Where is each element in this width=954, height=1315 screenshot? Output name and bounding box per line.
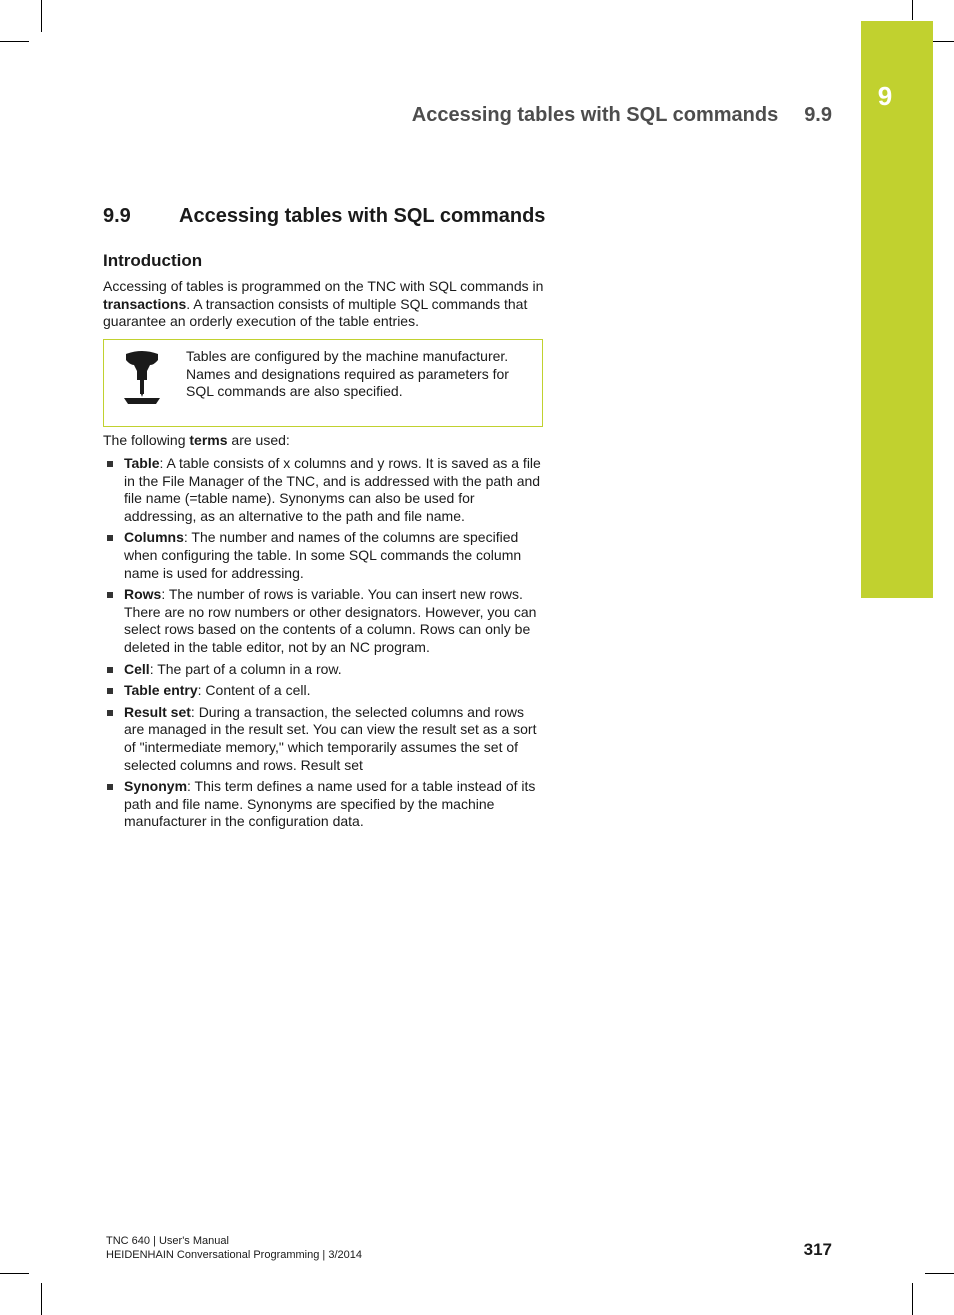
list-item	[103, 661, 545, 679]
term-name: Table entry	[124, 682, 198, 699]
term-description: : This term defines a name used for a table instead of its path and file name. Synonyms are specified by the machine manufacturer in the configuration data.	[124, 778, 536, 830]
crop-mark	[912, 1283, 913, 1315]
section-title	[103, 205, 545, 228]
bullet-icon	[107, 592, 113, 598]
intro-text: . A transaction consists of multiple SQL commands that guarantee an orderly execution of the table entries.	[103, 295, 528, 330]
crop-mark	[41, 0, 42, 32]
crop-mark	[0, 1273, 29, 1274]
list-item	[103, 682, 545, 700]
chapter-number: 9	[877, 81, 893, 111]
crop-mark	[0, 41, 29, 42]
section-number: 9.9	[103, 205, 131, 227]
term-description: : A table consists of x columns and y rows. It is saved as a file in the File Manager of the TNC, and is addressed with the path and file name (=table name). Synonyms can also be used for addressing, as an alternative to the path and file name.	[124, 455, 541, 524]
terms-intro-bold: terms	[189, 432, 228, 448]
term-description: : Content of a cell.	[197, 682, 311, 699]
footer-line-1: TNC 640 | User's Manual	[106, 1235, 229, 1247]
bullet-icon	[107, 535, 113, 541]
introduction-heading: Introduction	[103, 251, 203, 270]
running-head-number: 9.9	[804, 104, 832, 126]
bullet-icon	[107, 710, 113, 716]
crop-mark	[912, 0, 913, 20]
terms-intro-text: The following	[103, 432, 190, 448]
bullet-icon	[107, 688, 113, 694]
manufacturer-note	[103, 339, 543, 427]
chapter-tab	[861, 21, 933, 598]
term-description: : The number of rows is variable. You can insert new rows. There are no row numbers or other designators. However, you can select rows based on the contents of a column. Rows can only be deleted in the table editor, not by an NC program.	[124, 586, 537, 655]
term-name: Synonym	[124, 778, 188, 795]
term-name: Rows	[124, 586, 162, 603]
page-number: 317	[803, 1240, 832, 1259]
crop-mark	[925, 1273, 954, 1274]
page-footer	[106, 1234, 362, 1262]
term-description: : During a transaction, the selected columns and rows are managed in the result set. You can view the result set as a sort of "intermediate memory," which temporarily assumes the set of selected columns and rows. Result set	[124, 703, 537, 773]
bullet-icon	[107, 461, 113, 467]
note-text: Tables are configured by the machine manufacturer. Names and designations required as parameters for SQL commands are also specified.	[186, 348, 509, 400]
running-head-title: Accessing tables with SQL commands	[411, 104, 779, 126]
running-head	[412, 104, 832, 127]
bullet-icon	[107, 784, 113, 790]
intro-paragraph	[103, 278, 545, 331]
term-name: Columns	[124, 529, 184, 546]
list-item	[103, 704, 545, 774]
term-name: Result set	[124, 703, 191, 720]
terms-intro	[103, 432, 545, 450]
terms-intro-text: are used:	[227, 432, 290, 448]
term-description: : The part of a column in a row.	[149, 660, 342, 677]
terms-list	[103, 455, 545, 835]
bullet-icon	[107, 667, 113, 673]
term-description: : The number and names of the columns are specified when configuring the table. In some SQL commands the column name is used for addressing.	[124, 529, 522, 581]
list-item	[103, 455, 545, 525]
section-title-text: Accessing tables with SQL commands	[179, 205, 546, 227]
list-item	[103, 586, 545, 656]
term-name: Cell	[124, 660, 150, 677]
crop-mark	[41, 1283, 42, 1315]
list-item	[103, 778, 545, 831]
intro-bold-term: transactions	[103, 295, 187, 312]
term-name: Table	[124, 455, 160, 471]
machine-tool-spindle-icon	[122, 350, 162, 406]
list-item	[103, 529, 545, 582]
intro-text: Accessing of tables is programmed on the TNC with SQL commands in	[103, 278, 544, 294]
footer-line-2: HEIDENHAIN Conversational Programming | 3/2014	[106, 1249, 362, 1261]
